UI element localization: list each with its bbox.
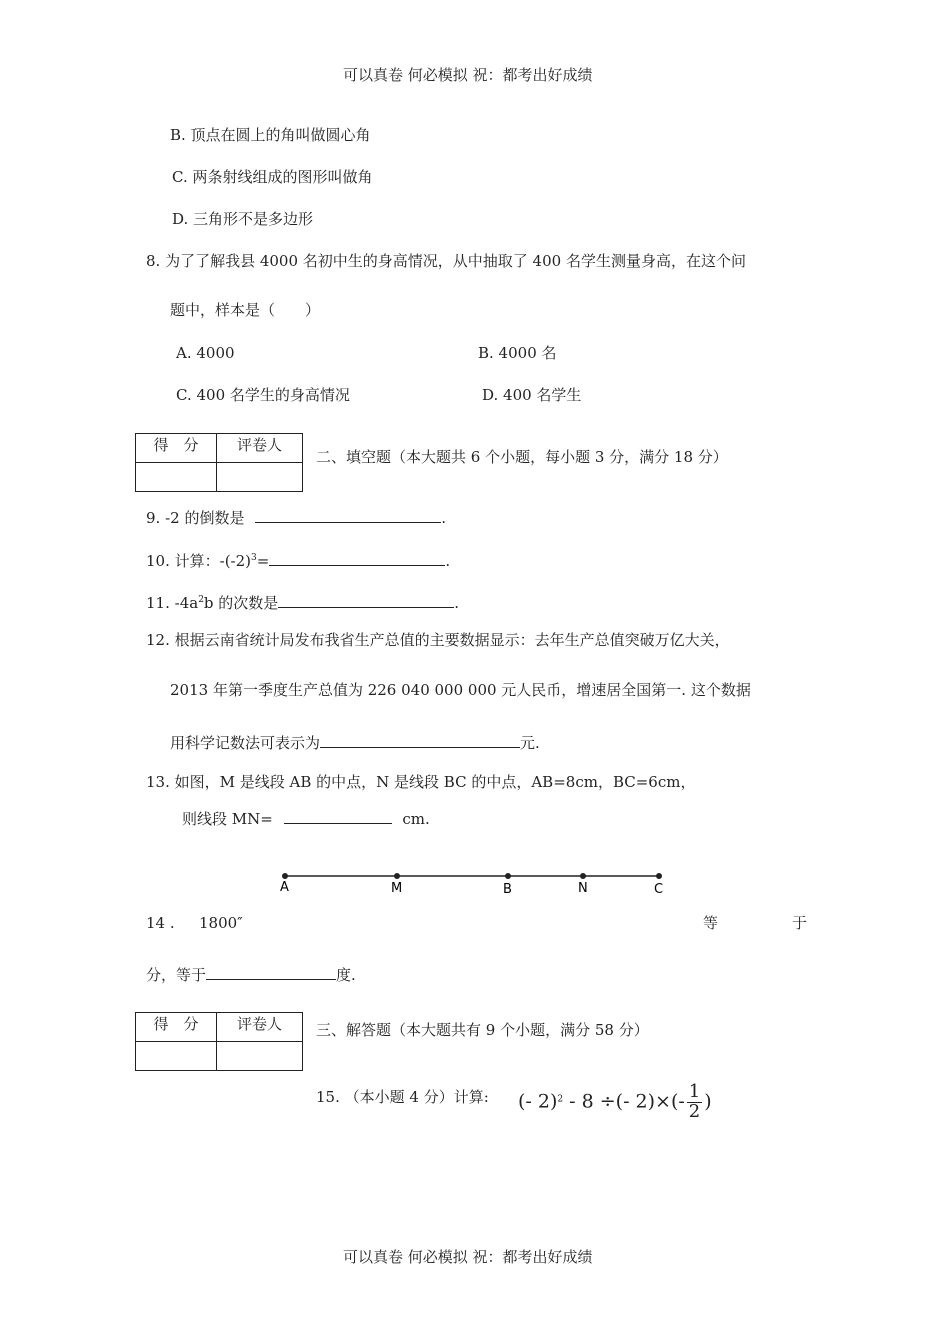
q8-stem-line2: 题中，样本是（ ） (170, 301, 321, 319)
page-footer: 可以真卷 何必模拟 祝：都考出好成绩 (343, 1248, 593, 1266)
q12-line1: 12. 根据云南省统计局发布我省生产总值的主要数据显示：去年生产总值突破万亿大关， (146, 631, 730, 649)
q15-base: (- 2) (518, 1090, 558, 1113)
q14-value: 1800″ (199, 914, 243, 932)
q7-option-c: C. 两条射线组成的图形叫做角 (172, 168, 373, 186)
q11-rest: b 的次数是 (203, 594, 279, 612)
q15-numerator: 1 (688, 1081, 701, 1102)
q8-option-a: A. 4000 (176, 344, 235, 362)
point-m-label: M (391, 881, 403, 896)
q11-exponent: 2 (198, 595, 204, 605)
q12-line3-text: 用科学记数法可表示为 (170, 734, 321, 752)
q13-line1: 13. 如图，M 是线段 AB 的中点，N 是线段 BC 的中点，AB=8cm，BC=6cm， (146, 773, 696, 791)
q12-line2: 2013 年第一季度生产总值为 226 040 000 000 元人民币，增速居全国第一. 这个数据 (170, 681, 751, 699)
q12-answer-blank[interactable] (320, 733, 520, 748)
q10-exponent: 3 (251, 553, 257, 563)
q10 (146, 551, 450, 569)
q9-end: . (441, 509, 447, 527)
q10-eq: = (256, 552, 270, 570)
q7-option-b: B. 顶点在圆上的角叫做圆心角 (170, 126, 371, 144)
q14-line2-text: 分，等于 (146, 966, 207, 984)
q10-answer-blank[interactable] (269, 551, 445, 566)
point-a-label: A (280, 880, 289, 895)
q15-close: ) (704, 1090, 712, 1113)
grader-header: 评卷人 (217, 1013, 303, 1042)
q8-option-d: D. 400 名学生 (482, 386, 582, 404)
score-table-section2 (135, 433, 303, 492)
q9-text: 9. -2 的倒数是 (146, 509, 245, 527)
q9 (146, 508, 446, 526)
q8-stem-line1: 8. 为了了解我县 4000 名初中生的身高情况，从中抽取了 400 名学生测量身高，在这个问 (146, 252, 746, 270)
q15-label: 15. （本小题 4 分）计算: (316, 1088, 489, 1106)
q13-line2-text: 则线段 MN= (182, 810, 273, 828)
grader-header: 评卷人 (217, 434, 303, 463)
q13-line2 (182, 809, 430, 827)
q14-deng: 等 (703, 914, 719, 932)
point-c-label: C (654, 882, 664, 897)
q12-end: 元. (520, 734, 540, 752)
q9-answer-blank[interactable] (255, 508, 441, 523)
q15-middle: - 8 ÷(- 2)×(- (563, 1090, 685, 1113)
section3-title: 三、解答题（本大题共有 9 个小题，满分 58 分） (316, 1021, 649, 1039)
q14-label: 14 . (146, 914, 175, 932)
grader-cell[interactable] (217, 463, 303, 492)
q11-text: 11. -4a (146, 594, 199, 612)
grader-cell[interactable] (217, 1042, 303, 1071)
q14-line2-end: 度. (336, 966, 356, 984)
score-cell[interactable] (136, 463, 217, 492)
page-header: 可以真卷 何必模拟 祝：都考出好成绩 (343, 66, 593, 84)
score-header: 得 分 (136, 1013, 217, 1042)
q8-option-c: C. 400 名学生的身高情况 (176, 386, 350, 404)
score-header: 得 分 (136, 434, 217, 463)
q12-line3 (170, 733, 540, 751)
q13-answer-blank[interactable] (284, 809, 392, 824)
q15-expression (518, 1083, 712, 1122)
q11 (146, 593, 459, 611)
point-n-label: N (578, 881, 588, 896)
q10-text: 10. 计算：-(-2) (146, 552, 252, 570)
q14-answer-blank[interactable] (206, 965, 336, 980)
q7-option-d: D. 三角形不是多边形 (172, 210, 314, 228)
q15-denominator: 2 (688, 1100, 701, 1122)
point-c-dot (656, 873, 662, 879)
segment-figure (0, 860, 950, 920)
score-table-section3 (135, 1012, 303, 1071)
q14-line2 (146, 965, 356, 983)
point-b-dot (505, 873, 511, 879)
q8-option-b: B. 4000 名 (478, 344, 557, 362)
score-cell[interactable] (136, 1042, 217, 1071)
q13-unit: cm. (402, 810, 430, 828)
point-a-dot (282, 873, 288, 879)
section2-title: 二、填空题（本大题共 6 个小题，每小题 3 分，满分 18 分） (316, 448, 728, 466)
point-m-dot (394, 873, 400, 879)
point-n-dot (580, 873, 586, 879)
q15-fraction (687, 1083, 702, 1122)
q14-yu: 于 (792, 914, 808, 932)
point-b-label: B (503, 882, 512, 897)
q11-end: . (454, 594, 460, 612)
q11-answer-blank[interactable] (278, 593, 454, 608)
q10-end: . (445, 552, 451, 570)
q15-exponent: 2 (557, 1094, 564, 1105)
